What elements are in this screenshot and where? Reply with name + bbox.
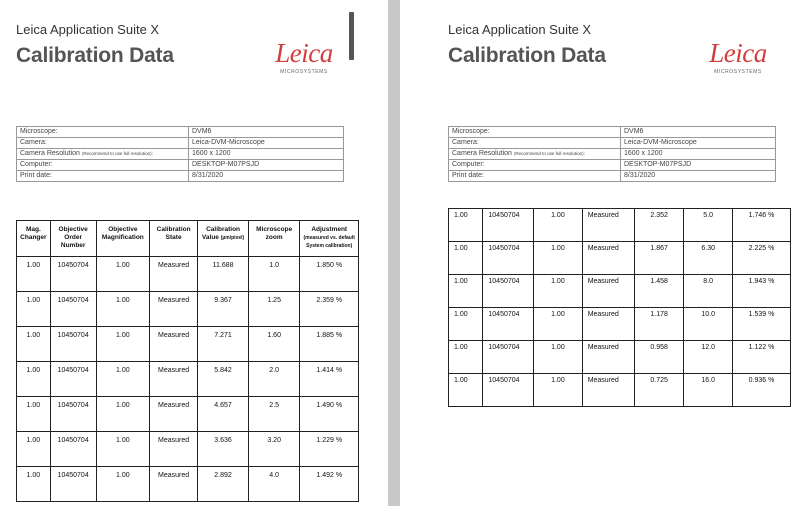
table-cell: 5.842 xyxy=(198,362,249,397)
column-header xyxy=(96,221,149,257)
table-row xyxy=(449,275,791,308)
info-label-text: Computer: xyxy=(20,161,53,168)
table-cell: 10450704 xyxy=(50,362,96,397)
info-label xyxy=(17,171,189,182)
table-cell: 1.00 xyxy=(534,308,583,341)
info-label-text: Camera Resolution xyxy=(452,150,512,157)
table-cell: 1.00 xyxy=(17,292,51,327)
table-cell: 1.00 xyxy=(96,257,149,292)
calibration-table-continued xyxy=(448,208,791,407)
info-value: Leica-DVM-Microscope xyxy=(189,138,344,149)
info-value: DVM6 xyxy=(189,127,344,138)
column-header-label: Mag. Changer xyxy=(20,226,47,241)
logo-word: Leica xyxy=(275,38,333,68)
table-row xyxy=(17,397,359,432)
table-cell: 10450704 xyxy=(483,209,534,242)
info-label xyxy=(449,127,621,138)
column-header xyxy=(17,221,51,257)
table-cell: 16.0 xyxy=(684,374,733,407)
column-header-label: Microscope zoom xyxy=(256,226,293,241)
column-header-label: Objective Order Number xyxy=(58,226,88,249)
table-cell: Measured xyxy=(582,275,634,308)
table-cell: Measured xyxy=(150,467,198,502)
info-label xyxy=(17,149,189,160)
table-cell: 7.271 xyxy=(198,327,249,362)
table-cell: 1.850 % xyxy=(300,257,359,292)
column-header xyxy=(50,221,96,257)
table-cell: 11.688 xyxy=(198,257,249,292)
info-row xyxy=(449,138,776,149)
table-cell: Measured xyxy=(582,374,634,407)
table-cell: 6.30 xyxy=(684,242,733,275)
app-name: Leica Application Suite X xyxy=(448,22,592,37)
table-cell: Measured xyxy=(150,397,198,432)
column-header xyxy=(248,221,299,257)
table-cell: 10450704 xyxy=(483,374,534,407)
table-cell: 1.0 xyxy=(248,257,299,292)
info-label xyxy=(449,160,621,171)
column-header-label: Adjustment xyxy=(311,226,348,233)
column-header xyxy=(198,221,249,257)
info-row xyxy=(449,127,776,138)
info-table xyxy=(16,126,344,182)
table-cell: 10450704 xyxy=(50,397,96,432)
table-cell: 0.936 % xyxy=(732,374,790,407)
table-cell: 1.458 xyxy=(634,275,683,308)
calibration-table xyxy=(16,220,359,502)
table-cell: 1.00 xyxy=(96,397,149,432)
table-cell: 5.0 xyxy=(684,209,733,242)
table-row xyxy=(17,362,359,397)
document-page-2 xyxy=(400,0,800,506)
page-title: Calibration Data xyxy=(448,44,606,67)
column-header xyxy=(150,221,198,257)
info-row xyxy=(449,149,776,160)
table-row xyxy=(17,467,359,502)
info-value: DVM6 xyxy=(621,127,776,138)
info-label-text: Microscope: xyxy=(452,128,490,135)
column-header-sub: (µm/pixel) xyxy=(220,235,245,241)
table-cell: 1.00 xyxy=(17,327,51,362)
table-cell: 1.746 % xyxy=(732,209,790,242)
table-cell: 2.5 xyxy=(248,397,299,432)
table-cell: 1.00 xyxy=(449,242,483,275)
info-value: Leica-DVM-Microscope xyxy=(621,138,776,149)
document-page-1 xyxy=(0,0,388,506)
info-label xyxy=(449,138,621,149)
table-cell: 1.00 xyxy=(96,432,149,467)
table-cell: 1.00 xyxy=(96,467,149,502)
info-label-text: Camera: xyxy=(20,139,47,146)
table-cell: 1.229 % xyxy=(300,432,359,467)
info-label xyxy=(17,160,189,171)
table-cell: 1.00 xyxy=(534,341,583,374)
table-row xyxy=(17,327,359,362)
info-value: 1600 x 1200 xyxy=(189,149,344,160)
info-label xyxy=(17,127,189,138)
table-cell: 1.00 xyxy=(534,374,583,407)
table-cell: 1.943 % xyxy=(732,275,790,308)
table-cell: 1.885 % xyxy=(300,327,359,362)
table-cell: Measured xyxy=(150,362,198,397)
table-cell: 1.00 xyxy=(449,308,483,341)
info-label-text: Camera: xyxy=(452,139,479,146)
table-cell: 1.490 % xyxy=(300,397,359,432)
table-cell: 1.00 xyxy=(17,397,51,432)
info-label-text: Print date: xyxy=(452,172,484,179)
info-label-text: Microscope: xyxy=(20,128,58,135)
table-cell: 2.0 xyxy=(248,362,299,397)
table-cell: 10450704 xyxy=(50,327,96,362)
table-cell: 10450704 xyxy=(483,308,534,341)
app-name: Leica Application Suite X xyxy=(16,22,160,37)
info-label-note: (Recommend to use full resolution): xyxy=(513,151,585,156)
info-row xyxy=(17,160,344,171)
column-header-sub: (measured vs. default System calibration) xyxy=(303,235,355,249)
table-cell: 1.60 xyxy=(248,327,299,362)
table-row xyxy=(449,308,791,341)
page-title: Calibration Data xyxy=(16,44,174,67)
table-row xyxy=(449,341,791,374)
table-cell: 1.00 xyxy=(96,292,149,327)
table-cell: 1.00 xyxy=(449,341,483,374)
table-cell: 1.178 xyxy=(634,308,683,341)
table-cell: 3.636 xyxy=(198,432,249,467)
table-cell: 1.414 % xyxy=(300,362,359,397)
info-value: DESKTOP-M07PSJD xyxy=(189,160,344,171)
table-cell: 4.0 xyxy=(248,467,299,502)
table-cell: 1.122 % xyxy=(732,341,790,374)
info-row xyxy=(449,160,776,171)
info-row xyxy=(17,127,344,138)
column-header-label: Calibration Value xyxy=(201,226,241,241)
table-cell: Measured xyxy=(150,257,198,292)
table-cell: 1.00 xyxy=(96,327,149,362)
table-header-row xyxy=(17,221,359,257)
column-header-label: Calibration State xyxy=(156,226,191,241)
page-gap xyxy=(388,0,400,506)
table-cell: 1.00 xyxy=(17,362,51,397)
table-cell: Measured xyxy=(582,209,634,242)
info-value: DESKTOP-M07PSJD xyxy=(621,160,776,171)
leica-logo xyxy=(274,40,334,75)
table-cell: 0.958 xyxy=(634,341,683,374)
table-cell: 1.00 xyxy=(534,275,583,308)
table-cell: 1.00 xyxy=(449,209,483,242)
table-cell: 1.00 xyxy=(534,242,583,275)
table-cell: Measured xyxy=(582,341,634,374)
info-label-text: Computer: xyxy=(452,161,485,168)
table-cell: 2.352 xyxy=(634,209,683,242)
logo-subtitle: MICROSYSTEMS xyxy=(280,69,328,75)
logo-subtitle: MICROSYSTEMS xyxy=(714,69,762,75)
table-row xyxy=(449,242,791,275)
table-row xyxy=(17,257,359,292)
table-cell: 1.25 xyxy=(248,292,299,327)
table-cell: 1.00 xyxy=(17,257,51,292)
info-row xyxy=(449,171,776,182)
table-row xyxy=(449,209,791,242)
table-cell: 12.0 xyxy=(684,341,733,374)
info-label-text: Camera Resolution xyxy=(20,150,80,157)
table-cell: 10450704 xyxy=(483,341,534,374)
table-cell: 10450704 xyxy=(483,242,534,275)
logo-word: Leica xyxy=(709,38,767,68)
info-label xyxy=(449,149,621,160)
info-label xyxy=(449,171,621,182)
table-cell: 9.367 xyxy=(198,292,249,327)
info-label-text: Print date: xyxy=(20,172,52,179)
table-cell: 10.0 xyxy=(684,308,733,341)
table-cell: 10450704 xyxy=(50,292,96,327)
table-cell: 4.657 xyxy=(198,397,249,432)
info-row xyxy=(17,138,344,149)
table-cell: 8.0 xyxy=(684,275,733,308)
column-header-label: Objective Magnification xyxy=(101,226,144,241)
table-cell: 10450704 xyxy=(50,257,96,292)
info-label xyxy=(17,138,189,149)
info-row xyxy=(17,171,344,182)
table-cell: 1.00 xyxy=(17,467,51,502)
table-cell: 10450704 xyxy=(50,467,96,502)
table-cell: 1.867 xyxy=(634,242,683,275)
info-value: 1600 x 1200 xyxy=(621,149,776,160)
info-value: 8/31/2020 xyxy=(189,171,344,182)
table-cell: 10450704 xyxy=(483,275,534,308)
table-row xyxy=(449,374,791,407)
table-cell: 1.00 xyxy=(449,275,483,308)
leica-logo xyxy=(708,40,768,75)
table-row xyxy=(17,292,359,327)
table-cell: 2.892 xyxy=(198,467,249,502)
table-cell: Measured xyxy=(582,242,634,275)
table-cell: 3.20 xyxy=(248,432,299,467)
column-header xyxy=(300,221,359,257)
table-cell: 1.492 % xyxy=(300,467,359,502)
table-cell: 1.00 xyxy=(534,209,583,242)
table-cell: 2.359 % xyxy=(300,292,359,327)
table-cell: Measured xyxy=(150,432,198,467)
info-row xyxy=(17,149,344,160)
table-cell: Measured xyxy=(150,292,198,327)
table-cell: 1.00 xyxy=(17,432,51,467)
table-cell: Measured xyxy=(582,308,634,341)
table-cell: Measured xyxy=(150,327,198,362)
table-cell: 0.725 xyxy=(634,374,683,407)
table-row xyxy=(17,432,359,467)
table-cell: 1.00 xyxy=(449,374,483,407)
table-cell: 2.225 % xyxy=(732,242,790,275)
info-label-note: (Recommend to use full resolution): xyxy=(81,151,153,156)
info-value: 8/31/2020 xyxy=(621,171,776,182)
table-cell: 1.00 xyxy=(96,362,149,397)
table-cell: 10450704 xyxy=(50,432,96,467)
table-cell: 1.539 % xyxy=(732,308,790,341)
scrollbar-thumb[interactable] xyxy=(349,12,354,60)
info-table xyxy=(448,126,776,182)
